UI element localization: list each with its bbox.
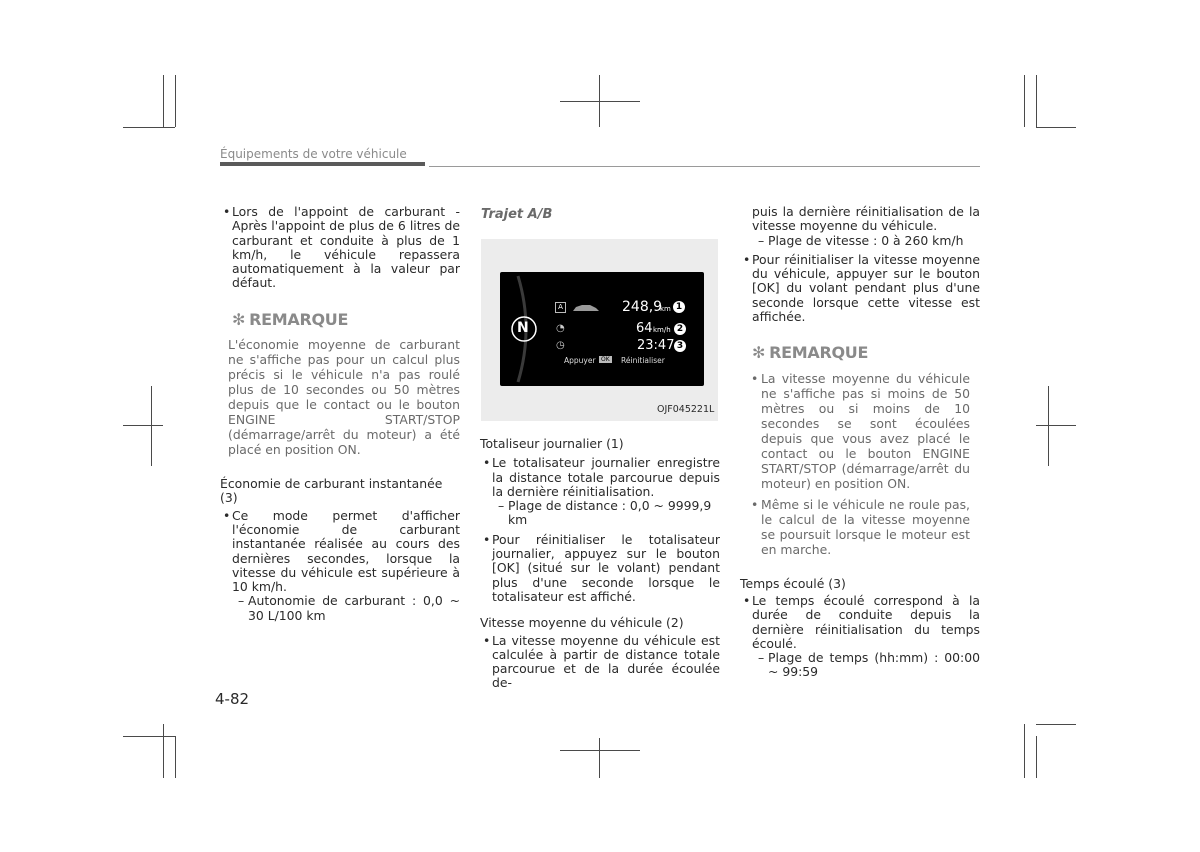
bullet-reset: • Pour réinitialiser la vitesse moyenne du véhicule, appuyer sur le bouton [OK] du volant pendant plus d'une seconde lorsque cette vitesse est affichée. <box>743 251 980 325</box>
remarque-bullet-2: • Même si le véhicule ne roule pas, le calcul de la vitesse moyenne se poursuit lorsque le moteur est en marche. <box>751 496 970 557</box>
asterisk-icon: ✻ <box>232 309 246 329</box>
figure-code: OJF045221L <box>657 404 715 415</box>
dash-temps: – Plage de temps (hh:mm) : 00:00 ~ 99:59 <box>758 650 980 680</box>
distance-unit: km <box>660 305 671 313</box>
page-number: 4-82 <box>215 690 250 708</box>
marker-2: 2 <box>674 323 686 335</box>
dash-vitesse: – Plage de vitesse : 0 à 260 km/h <box>758 232 964 248</box>
remarque-bullet-1: • La vitesse moyenne du véhicule ne s'affiche pas si moins de 50 mètres ou si moins de 10 secondes se sont écoulées depuis que vous avez placé le contact ou le bouton ENGINE START/STOP (démarrage/arrêt du moteur) en position ON. <box>751 370 970 491</box>
gear-indicator: N <box>517 320 529 336</box>
column-1 <box>220 205 460 623</box>
column-3 <box>740 205 980 680</box>
car-icon <box>572 303 600 313</box>
time-value: 23:47 <box>637 338 675 353</box>
marker-3: 3 <box>674 340 686 352</box>
hint-key: OK <box>601 356 610 363</box>
dash-range: – Autonomie de carburant : 0,0 ~ 30 L/100 km <box>238 593 460 623</box>
temps-title: Temps écoulé (3) <box>740 575 846 591</box>
vitesse-title: Vitesse moyenne du véhicule (2) <box>480 615 684 631</box>
marker-1: 1 <box>673 301 685 313</box>
dash-distance: – Plage de distance : 0,0 ~ 9999,9 km <box>498 498 712 528</box>
speed-unit: km/h <box>653 326 671 334</box>
remarque-list <box>748 371 970 557</box>
trajet-title: Trajet A/B <box>481 207 553 222</box>
asterisk-icon-2: ✻ <box>752 343 766 363</box>
header-bar <box>220 162 425 166</box>
bullet-totaliseur-1: • Le totalisateur journalier enregistre la distance totale parcourue depuis la dernière réinitialisation. <box>483 455 720 499</box>
instant-title: Économie de carburant instantanée (3) <box>220 476 443 506</box>
hint-right: Réinitialiser <box>621 356 665 365</box>
distance-value: 248,9 <box>622 299 663 315</box>
remarque-heading-2: ✻ REMARQUE <box>752 343 869 363</box>
totaliseur-title: Totaliseur journalier (1) <box>480 436 624 451</box>
cluster-display <box>500 272 704 386</box>
bullet-temps: • Le temps écoulé correspond à la durée de conduite depuis la dernière réinitialisation du temps écoulé. <box>743 592 980 651</box>
speed-value: 64 <box>636 321 653 336</box>
header-rule <box>429 166 980 167</box>
bullet-instant: • Ce mode permet d'afficher l'économie de carburant instantanée réalisée au cours des dernières secondes, lorsque la vitesse du véhicule est supérieure à 10 km/h. <box>223 507 460 595</box>
vitesse-continued: puis la dernière réinitialisation de la vitesse moyenne du véhicule. <box>752 204 980 234</box>
section-header: Équipements de votre véhicule <box>220 147 407 161</box>
bullet-refuel: • Lors de l'appoint de carburant - Après l'appoint de plus de 6 litres de carburant et conduite à plus de 1 km/h, le véhicule repassera automatiquement à la valeur par défaut. <box>223 204 460 291</box>
clock-icon: ◷ <box>556 340 565 351</box>
bullet-totaliseur-2: • Pour réinitialiser le totalisateur journalier, appuyez sur le bouton [OK] (situé sur le volant) pendant plus d'une seconde lorsque le totalisateur est affiché. <box>483 531 720 604</box>
remarque-text: L'économie moyenne de carburant ne s'affiche pas pour un calcul plus précis si le véhicule n'a pas roulé plus de 10 secondes ou 50 mètres depuis que le contact ou le bouton ENGINE START/STOP (démarrage/arrêt du moteur) a été placé en position ON. <box>228 337 460 458</box>
hint-left: Appuyer <box>564 356 596 365</box>
remarque-heading: ✻ REMARQUE <box>232 309 349 329</box>
column-2 <box>480 437 720 691</box>
bullet-vitesse: • La vitesse moyenne du véhicule est calculée à partir de distance totale parcourue et de la durée écoulée de- <box>483 632 720 691</box>
trip-label-box: A <box>555 302 566 313</box>
speed-gauge-icon: ◔ <box>556 323 565 334</box>
